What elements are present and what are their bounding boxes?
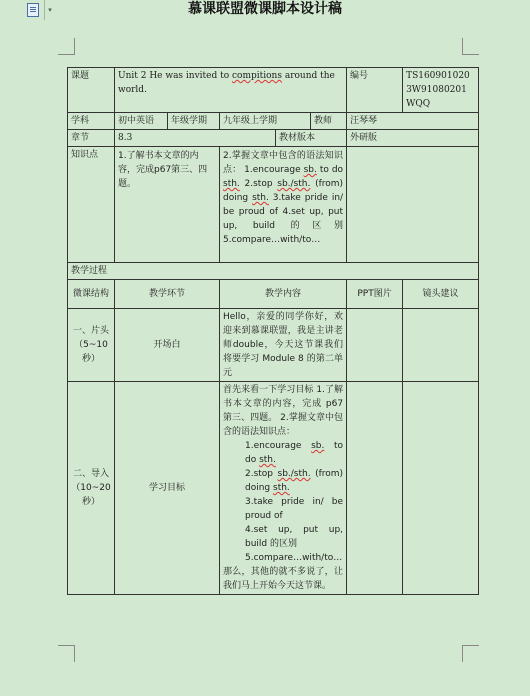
ppt-cell	[347, 382, 403, 595]
teacher-label: 教师	[311, 113, 347, 130]
margin-corner-bottom-right	[462, 645, 479, 662]
chapter-label: 章节	[68, 130, 115, 147]
topic-value: Unit 2 He was invited to compitions around the world.	[115, 68, 347, 113]
table-row	[68, 382, 479, 595]
teacher-value: 汪琴琴	[347, 113, 479, 130]
table-row	[68, 147, 479, 263]
knowledge-left: 1.了解书本文章的内容，完成p67第三、四题。	[115, 147, 220, 263]
table-row	[68, 68, 479, 113]
process-section-label: 教学过程	[68, 263, 479, 280]
camera-cell	[403, 309, 479, 382]
code-value: TS1609010203W91080201WQQ	[403, 68, 479, 113]
grade-label: 年级学期	[168, 113, 220, 130]
table-row	[68, 113, 479, 130]
table-row	[68, 309, 479, 382]
topic-label: 课题	[68, 68, 115, 113]
edition-label: 教材版本	[276, 130, 347, 147]
knowledge-right: 2.掌握文章中包含的语法知识点： 1.encourage sb. to do sth. 2.stop sb./sth. (from) doing sth. 3.take pride in/ be proud of 4.set up, put up, build 的区别 5.compare…with/to…	[220, 147, 347, 263]
content-cell: Hello，亲爱的同学你好，欢迎来到慕课联盟，我是主讲老师double，今天这节课我们将要学习 Module 8 的第二单元	[220, 309, 347, 382]
table-row	[68, 130, 479, 147]
camera-cell	[403, 382, 479, 595]
knowledge-extra	[347, 147, 479, 263]
column-header: 教学内容	[220, 280, 347, 309]
table-row	[68, 263, 479, 280]
step-cell: 学习目标	[115, 382, 220, 595]
content-cell: 首先来看一下学习目标 1.了解书本文章的内容，完成 p67 第三、四题。 2.掌握文章中包含的语法知识点： 1.encourage sb. to do sth. 2.stop sb./sth. (from) doing sth. 3.take pride in/ be proud of 4.set up, put up, build 的区别 5.compare…with/to… 那么，其他的就不多说了，让我们马上开始今天这节课。	[220, 382, 347, 595]
code-label: 编号	[347, 68, 403, 113]
chevron-down-icon[interactable]: ▾	[44, 0, 55, 20]
edition-value: 外研版	[347, 130, 479, 147]
subject-value: 初中英语	[115, 113, 168, 130]
table-row	[68, 280, 479, 309]
margin-corner-top-right	[462, 38, 479, 55]
subject-label: 学科	[68, 113, 115, 130]
script-table	[67, 67, 478, 595]
column-header: 镜头建议	[403, 280, 479, 309]
column-header: 教学环节	[115, 280, 220, 309]
knowledge-label: 知识点	[68, 147, 115, 263]
structure-cell: 二、导入（10~20秒）	[68, 382, 115, 595]
column-header: 微课结构	[68, 280, 115, 309]
margin-corner-bottom-left	[58, 645, 75, 662]
page-title: 慕课联盟微课脚本设计稿	[188, 1, 342, 17]
structure-cell: 一、片头（5~10秒）	[68, 309, 115, 382]
margin-corner-top-left	[58, 38, 75, 55]
column-header: PPT图片	[347, 280, 403, 309]
ppt-cell	[347, 309, 403, 382]
step-cell: 开场白	[115, 309, 220, 382]
chapter-value: 8.3	[115, 130, 276, 147]
grade-value: 九年级上学期	[220, 113, 311, 130]
